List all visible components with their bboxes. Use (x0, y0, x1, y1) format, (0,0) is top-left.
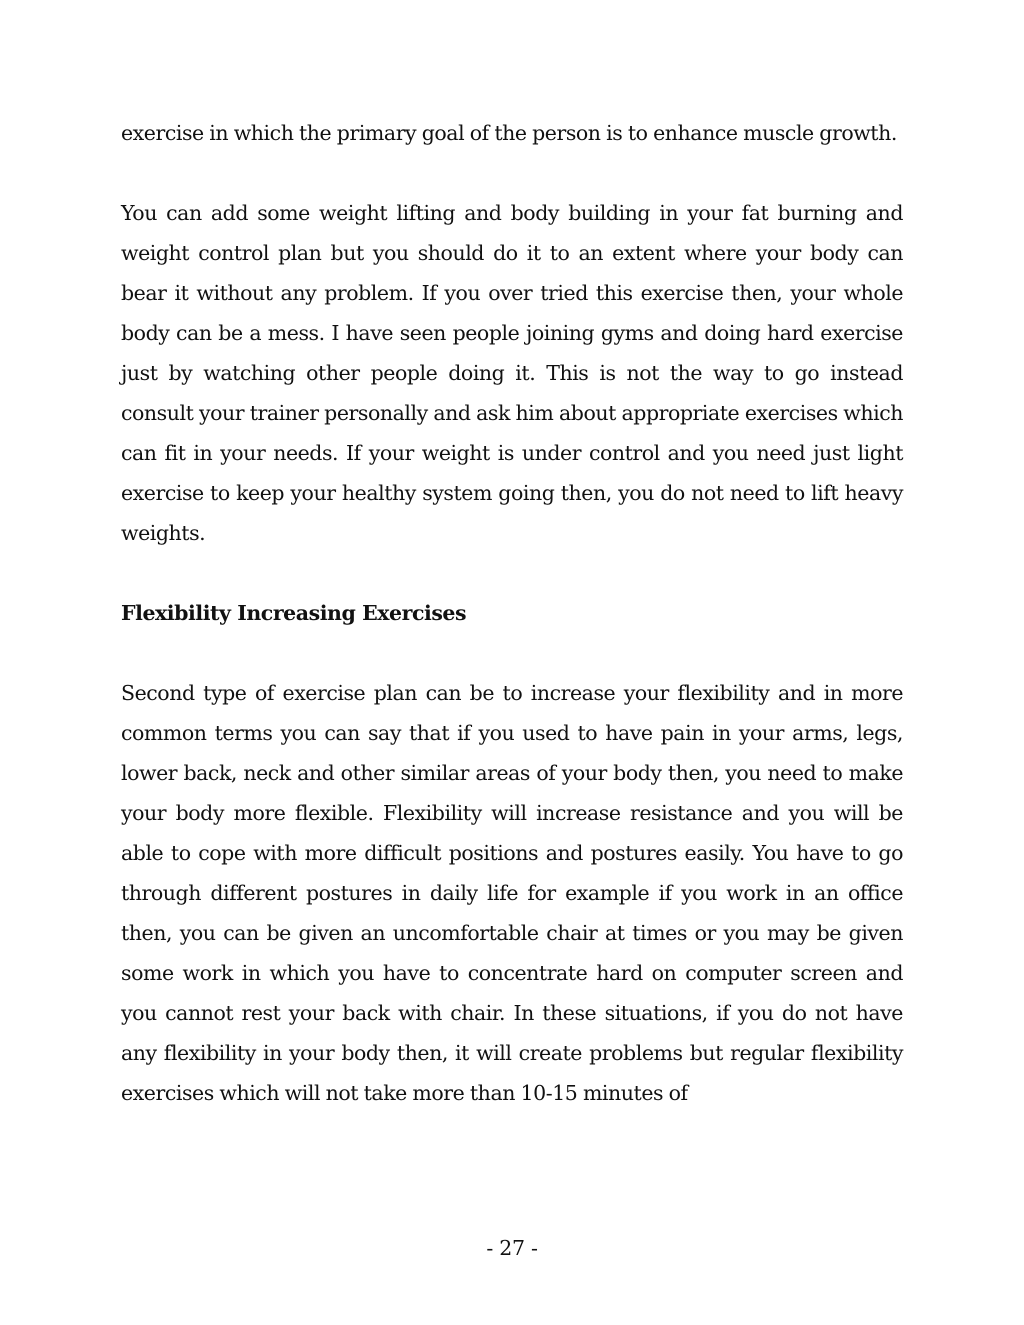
section-heading-flexibility: Flexibility Increasing Exercises (121, 601, 467, 625)
page-body (121, 113, 903, 1153)
paragraph-flexibility: Second type of exercise plan can be to increase your flexibility and in more common terms you can say that if you used to have pain in your arms, legs, lower back, neck and other similar areas of your body then, you need to make your body more flexible. Flexibility will increase resistance and you will be able to cope with more difficult positions and postures easily. You have to go through different postures in daily life for example if you work in an office then, you can be given an uncomfortable chair at times or you may be given some work in which you have to concentrate hard on computer screen and you cannot rest your back with chair. In these situations, if you do not have any flexibility in your body then, it will create problems but regular flexibility exercises which will not take more than 10-15 minutes of (121, 681, 903, 1105)
paragraph-weight-lifting: You can add some weight lifting and body building in your fat burning and weight control plan but you should do it to an extent where your body can bear it without any problem. If you over tried this exercise then, your whole body can be a mess. I have seen people joining gyms and doing hard exercise just by watching other people doing it. This is not the way to go instead consult your trainer personally and ask him about appropriate exercises which can fit in your needs. If your weight is under control and you need just light exercise to keep your healthy system going then, you do not need to lift heavy weights. (121, 201, 903, 545)
page-number: - 27 - (486, 1236, 538, 1260)
paragraph-muscle-growth: exercise in which the primary goal of the person is to enhance muscle growth. (121, 121, 897, 145)
